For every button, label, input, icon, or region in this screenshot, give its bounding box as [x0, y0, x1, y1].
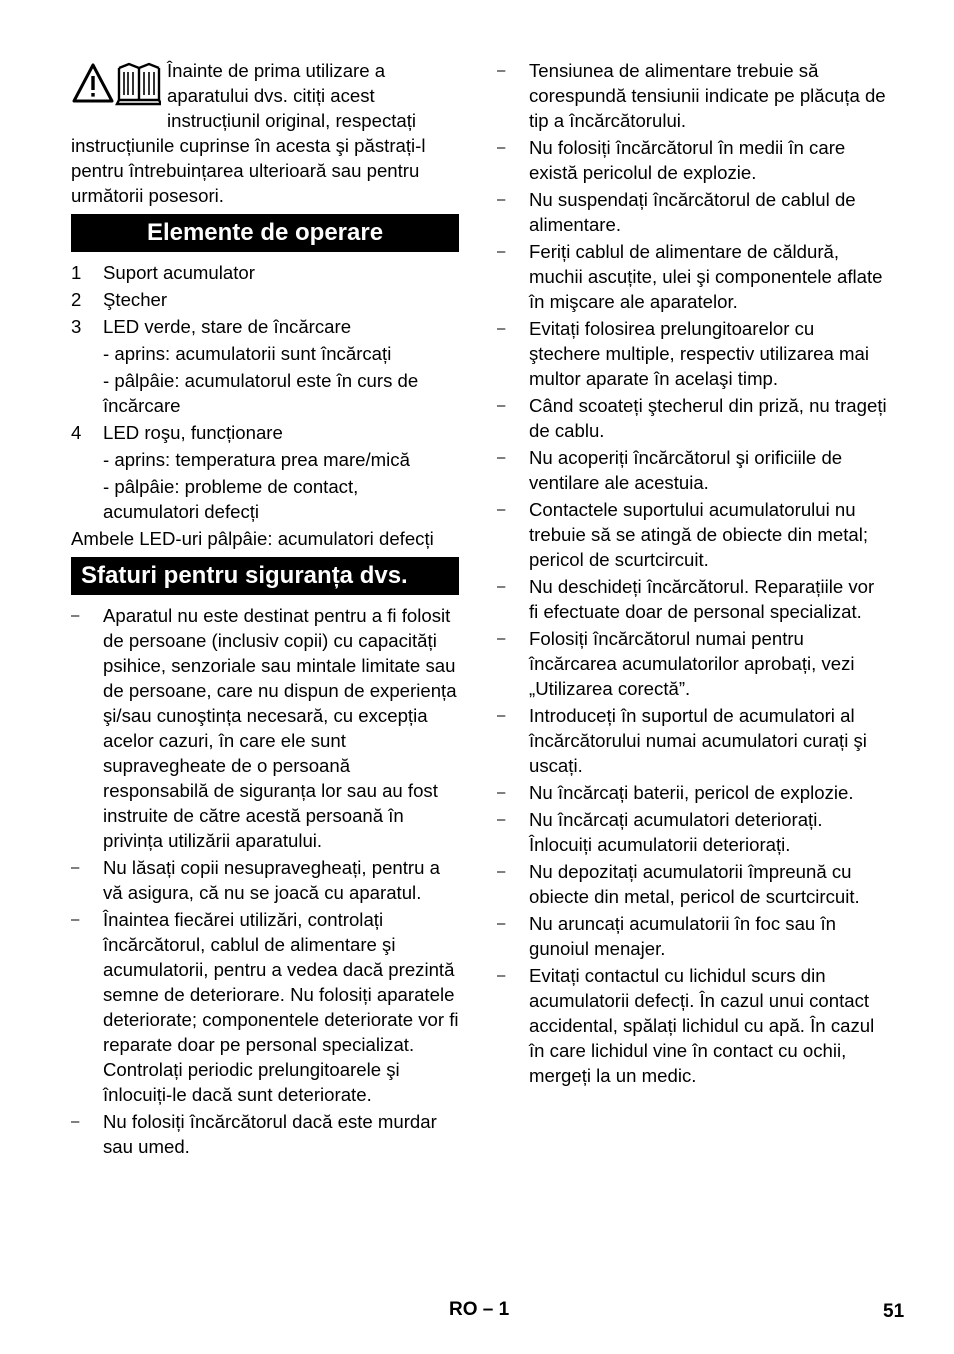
dash-bullet: – [71, 1113, 80, 1130]
safety-item [497, 574, 887, 624]
safety-text: Evitați contactul cu lichidul scurs din acumulatorii defecți. În cazul unui contact accidental, spălați lichidul cu apă. În cazul în care lichidul vine în contact cu ochii, mergeți la un medic. [529, 965, 875, 1086]
safety-text: Nu folosiți încărcătorul dacă este murdar sau umed. [103, 1111, 437, 1157]
safety-item [497, 911, 887, 961]
safety-item [497, 859, 887, 909]
safety-text: Introduceți în suportul de acumulatori al încărcătorului numai acumulatori curați şi uscați. [529, 705, 867, 776]
item-number: 1 [71, 262, 82, 283]
item-label: Ştecher [103, 289, 168, 310]
safety-item [497, 58, 887, 133]
item-number: 3 [71, 316, 82, 337]
safety-list-left [71, 603, 459, 1159]
warning-triangle-icon [74, 65, 112, 101]
footer-section-label: RO – 1 [449, 1299, 510, 1320]
dash-bullet: – [497, 501, 506, 518]
dash-bullet: – [497, 397, 506, 414]
safety-text: Nu folosiți încărcătorul în medii în care există pericolul de explozie. [529, 137, 846, 183]
footer-page-number: 51 [883, 1301, 905, 1322]
control-subitem: - aprins: temperatura prea mare/mică [103, 449, 410, 470]
controls-list [71, 260, 459, 524]
safety-text: Nu acoperiți încărcătorul şi orificiile de ventilare ale acestuia. [529, 447, 843, 493]
dash-bullet: – [497, 191, 506, 208]
control-item [71, 260, 459, 285]
safety-text: Nu suspendați încărcătorul de cablul de alimentare. [529, 189, 856, 235]
safety-item [497, 780, 887, 805]
safety-heading: Sfaturi pentru siguranța dvs. [71, 557, 459, 595]
control-subitem: - aprins: acumulatorii sunt încărcați [103, 343, 392, 364]
safety-text: Nu lăsați copii nesupravegheați, pentru a vă asigura, că nu se joacă cu aparatul. [103, 857, 440, 903]
safety-text: Nu aruncați acumulatorii în foc sau în gunoiul menajer. [529, 913, 836, 959]
control-item [71, 420, 459, 445]
intro-text: Înainte de prima utilizare a aparatului dvs. citiți acest instrucțiunil original, respectați instrucțiunile cuprinse în acesta şi păstrați-l pentru întrebuințarea ulterioară sau pentru următorii posesori. [71, 60, 426, 206]
item-label: LED roşu, funcționare [103, 422, 283, 443]
dash-bullet: – [497, 630, 506, 647]
safety-item [71, 907, 459, 1107]
dash-bullet: – [497, 915, 506, 932]
dash-bullet: – [71, 859, 80, 876]
intro-paragraph [71, 58, 459, 208]
safety-item [497, 703, 887, 778]
safety-item [497, 135, 887, 185]
safety-item [71, 855, 459, 905]
safety-text: Când scoateți ştecherul din priză, nu trageți de cablu. [529, 395, 887, 441]
dash-bullet: – [497, 243, 506, 260]
safety-item [497, 187, 887, 237]
safety-text: Nu încărcați acumulatori deteriorați. Înlocuiți acumulatorii deteriorați. [529, 809, 823, 855]
safety-item [71, 1109, 459, 1159]
dash-bullet: – [497, 967, 506, 984]
control-item [71, 314, 459, 339]
safety-text: Nu deschideți încărcătorul. Reparațiile vor fi efectuate doar de personal specializat. [529, 576, 875, 622]
safety-text: Înaintea fiecărei utilizări, controlați încărcătorul, cablul de alimentare şi acumulatorii, pentru a vedea dacă prezintă semne de deteriorare. Nu folosiți aparatele deteriorate; componentele deteriorate vor fi reparate doar pe personal specializat. Controlați periodic prelungitoarele şi înlocuiți-le dacă sunt deteriorate. [103, 909, 459, 1105]
safety-text: Tensiunea de alimentare trebuie să corespundă tensiunii indicate pe plăcuța de tip a încărcătorului. [529, 60, 886, 131]
dash-bullet: – [497, 139, 506, 156]
safety-item [497, 239, 887, 314]
warning-and-manual-icons [71, 62, 165, 112]
dash-bullet: – [497, 320, 506, 337]
safety-item [497, 963, 887, 1088]
safety-text: Nu încărcați baterii, pericol de explozie. [529, 782, 854, 803]
dash-bullet: – [497, 863, 506, 880]
safety-item [497, 807, 887, 857]
dash-bullet: – [71, 607, 80, 624]
right-column [497, 58, 887, 1090]
safety-text: Nu depozitați acumulatorii împreună cu obiecte din metal, pericol de scurtcircuit. [529, 861, 860, 907]
safety-item [497, 316, 887, 391]
safety-text: Evitați folosirea prelungitoarelor cu ştechere multiple, respectiv utilizarea mai multor aparate în acelaşi timp. [529, 318, 869, 389]
safety-text: Feriți cablul de alimentare de căldură, muchii ascuțite, ulei şi componentele aflate în mişcare ale aparatelor. [529, 241, 883, 312]
item-label: Suport acumulator [103, 262, 255, 283]
dash-bullet: – [497, 784, 506, 801]
safety-text: Folosiți încărcătorul numai pentru încărcarea acumulatorilor aprobați, vezi „Utilizarea corectă”. [529, 628, 855, 699]
dash-bullet: – [497, 811, 506, 828]
dash-bullet: – [497, 707, 506, 724]
item-number: 4 [71, 422, 82, 443]
manual-book-icon [117, 64, 161, 104]
dash-bullet: – [497, 62, 506, 79]
dash-bullet: – [497, 578, 506, 595]
safety-item [497, 626, 887, 701]
control-item [71, 287, 459, 312]
item-number: 2 [71, 289, 82, 310]
controls-note: Ambele LED-uri pâlpâie: acumulatori defecți [71, 528, 434, 549]
safety-text: Aparatul nu este destinat pentru a fi folosit de persoane (inclusiv copii) cu capacități psihice, senzoriale sau mintale limitate sau de persoane, care nu dispun de experiența şi/sau cunoştința necesară, cu excepția acelor cazuri, în care ele sunt supravegheate de o persoană responsabilă de siguranța lor sau au fost instruite de către acestă persoană în privința utilizării aparatului. [103, 605, 457, 851]
dash-bullet: – [497, 449, 506, 466]
safety-item [497, 393, 887, 443]
safety-item [497, 497, 887, 572]
controls-heading: Elemente de operare [71, 214, 459, 252]
left-column [71, 58, 459, 1161]
dash-bullet: – [71, 911, 80, 928]
control-subitem: - pâlpâie: probleme de contact, acumulatori defecți [103, 476, 359, 522]
safety-item [497, 445, 887, 495]
item-label: LED verde, stare de încărcare [103, 316, 352, 337]
control-subitem: - pâlpâie: acumulatorul este în curs de încărcare [103, 370, 419, 416]
safety-item [71, 603, 459, 853]
safety-text: Contactele suportului acumulatorului nu trebuie să se atingă de obiecte din metal; pericol de scurtcircuit. [529, 499, 869, 570]
